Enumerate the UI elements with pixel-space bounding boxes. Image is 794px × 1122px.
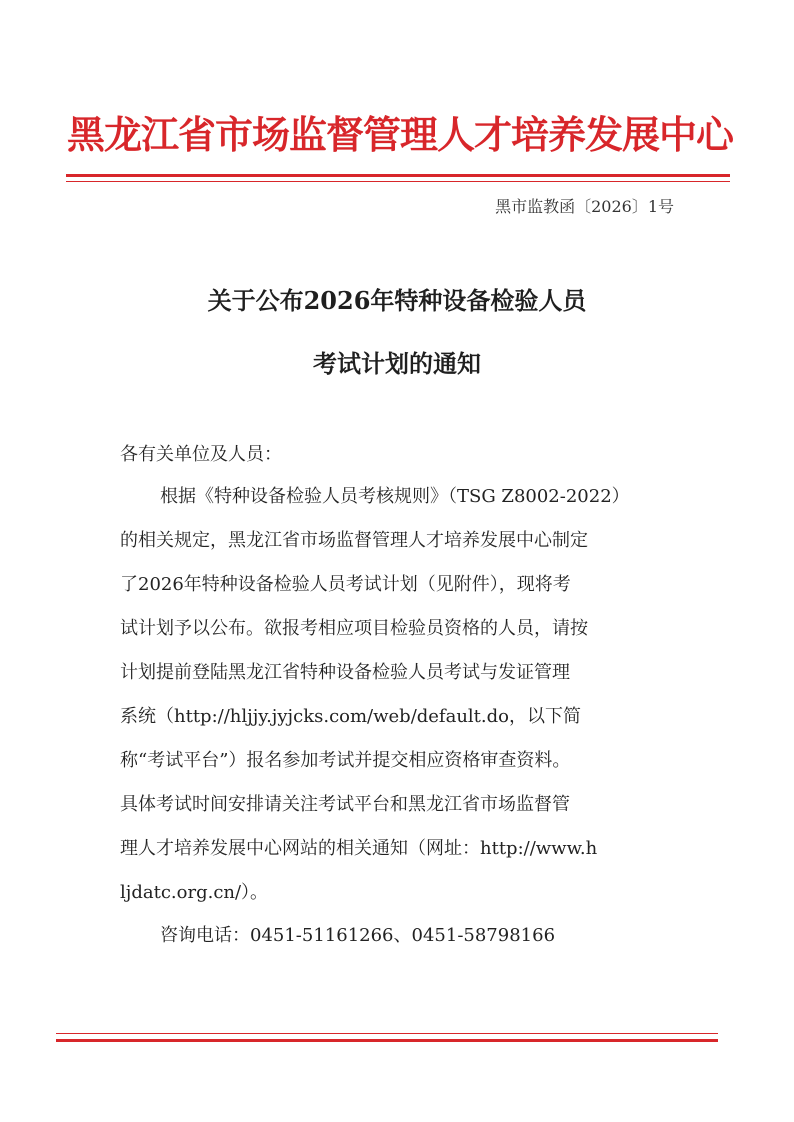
letterhead-title: 黑龙江省市场监督管理人才培养发展中心 xyxy=(66,112,733,157)
notice-title-line-2: 考试计划的通知 xyxy=(313,349,481,378)
body-line-7: 称“考试平台”）报名参加考试并提交相应资格审查资料。 xyxy=(120,750,571,771)
body-line-6: 系统（http://hljjy.jyjcks.com/web/default.do，以下简 xyxy=(120,706,581,727)
letterhead-rule-thick xyxy=(66,174,730,177)
notice-title-line-1: 关于公布2026年特种设备检验人员 xyxy=(207,286,587,315)
footer-rule-thin xyxy=(56,1033,718,1034)
body-line-9: 理人才培养发展中心网站的相关通知（网址：http://www.h xyxy=(120,838,598,859)
salutation: 各有关单位及人员： xyxy=(120,444,282,465)
body-line-8: 具体考试时间安排请关注考试平台和黑龙江省市场监督管 xyxy=(120,794,570,815)
letterhead-rule-thin xyxy=(66,181,730,182)
body-line-4: 试计划予以公布。欲报考相应项目检验员资格的人员，请按 xyxy=(120,618,588,639)
contact-phone: 咨询电话：0451-51161266、0451-58798166 xyxy=(160,925,556,946)
body-line-2: 的相关规定，黑龙江省市场监督管理人才培养发展中心制定 xyxy=(120,530,588,551)
body-line-5: 计划提前登陆黑龙江省特种设备检验人员考试与发证管理 xyxy=(120,662,570,683)
body-line-10: ljdatc.org.cn/）。 xyxy=(120,882,269,903)
body-line-1: 根据《特种设备检验人员考核规则》（TSG Z8002-2022） xyxy=(160,486,630,507)
footer-rule-thick xyxy=(56,1039,718,1042)
body-line-3: 了2026年特种设备检验人员考试计划（见附件），现将考 xyxy=(120,574,571,595)
document-number: 黑市监教函〔2026〕1号 xyxy=(495,197,674,216)
